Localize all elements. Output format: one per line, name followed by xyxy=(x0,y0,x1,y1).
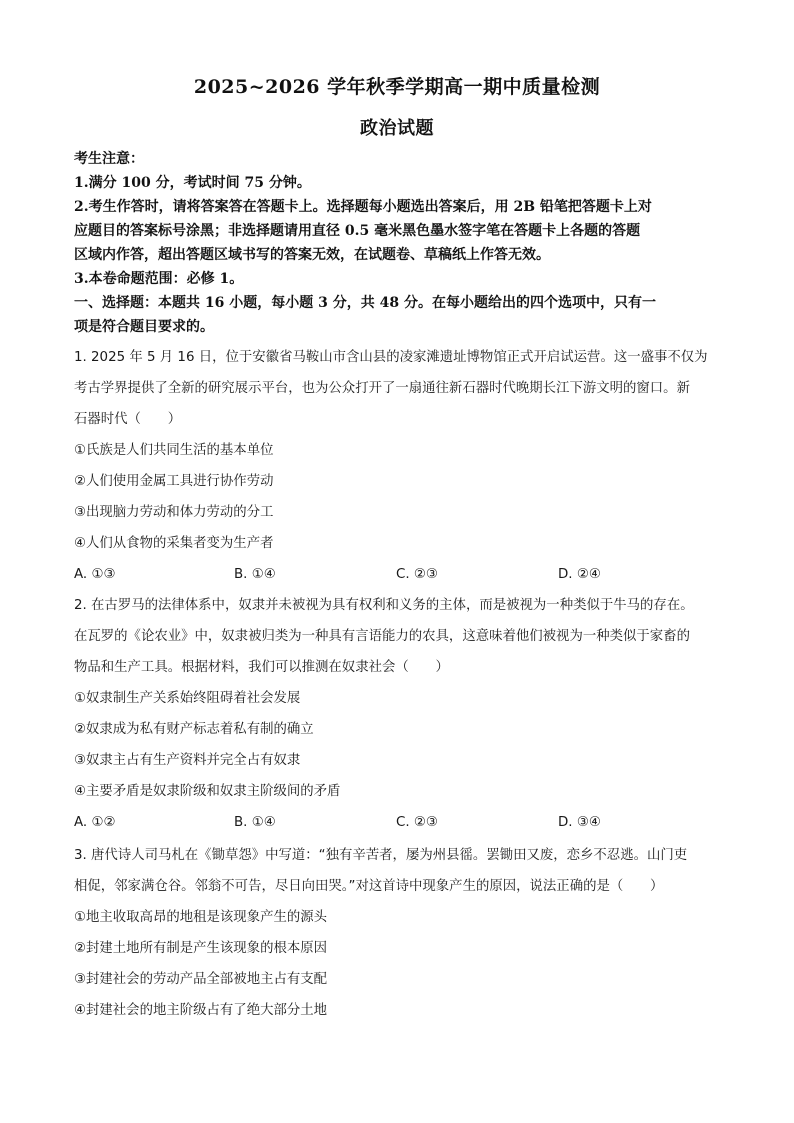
statement-option: ①奴隶制生产关系始终阻碍着社会发展 xyxy=(74,691,301,706)
question-stem xyxy=(74,342,724,435)
question-3 xyxy=(74,840,724,1026)
statement-option: ③出现脑力劳动和体力劳动的分工 xyxy=(74,505,274,520)
notice-item: 区域内作答，超出答题区域书写的答案无效，在试题卷、草稿纸上作答无效。 xyxy=(74,247,550,263)
question-stem xyxy=(74,840,724,902)
statement-option: ②封建土地所有制是产生该现象的根本原因 xyxy=(74,941,328,956)
notice-item: 1.满分 100 分，考试时间 75 分钟。 xyxy=(74,175,311,191)
notice-item: 应题目的答案标号涂黑；非选择题请用直径 0.5 毫米黑色墨水签字笔在答题卡上各题的答题 xyxy=(74,223,641,239)
stem-line: 1. 2025 年 5 月 16 日，位于安徽省马鞍山市含山县的凌家滩遗址博物馆正式开启试运营。这一盛事不仅为 xyxy=(74,350,708,365)
stem-line: 考古学界提供了全新的研究展示平台，也为公众打开了一扇通往新石器时代晚期长江下游文明的窗口。新 xyxy=(74,381,690,396)
statement-option: ④主要矛盾是奴隶阶级和奴隶主阶级间的矛盾 xyxy=(74,784,341,799)
stem-line: 3. 唐代诗人司马札在《锄草怨》中写道：“独有辛苦者，屡为州县徭。罢锄田又废，恋乡不忍逃。山门吏 xyxy=(74,848,688,863)
statement-option: ②人们使用金属工具进行协作劳动 xyxy=(74,474,274,489)
choice-a: A. ①③ xyxy=(74,567,116,582)
question-stem xyxy=(74,590,724,683)
choice-c: C. ②③ xyxy=(396,567,438,582)
choice-a: A. ①② xyxy=(74,815,116,830)
notice-item: 2.考生作答时，请将答案答在答题卡上。选择题每小题选出答案后，用 2B 铅笔把答题卡上对 xyxy=(74,199,652,215)
statement-option: ①氏族是人们共同生活的基本单位 xyxy=(74,443,274,458)
statement-option: ③奴隶主占有生产资料并完全占有奴隶 xyxy=(74,753,301,768)
statement-option: ③封建社会的劳动产品全部被地主占有支配 xyxy=(74,972,328,987)
stem-line: 石器时代（ ） xyxy=(74,412,182,427)
choice-d: D. ②④ xyxy=(558,567,601,582)
statement-option: ①地主收取高昂的地租是该现象产生的源头 xyxy=(74,910,328,925)
exam-subject: 政治试题 xyxy=(360,118,434,139)
stem-line: 相促，邻家满仓谷。邻翁不可告，尽日向田哭。”对这首诗中现象产生的原因，说法正确的是（ ） xyxy=(74,879,664,894)
candidate-notice xyxy=(74,147,724,339)
question-1 xyxy=(74,342,724,590)
stem-line: 2. 在古罗马的法律体系中，奴隶并未被视为具有权利和义务的主体，而是被视为一种类似于牛马的存在。 xyxy=(74,598,694,613)
statement-option: ④人们从食物的采集者变为生产者 xyxy=(74,536,274,551)
notice-item: 3.本卷命题范围：必修 1。 xyxy=(74,271,244,287)
stem-line: 在瓦罗的《论农业》中，奴隶被归类为一种具有言语能力的农具，这意味着他们被视为一种类似于家畜的 xyxy=(74,629,690,644)
answer-choices xyxy=(74,559,724,590)
choice-c: C. ②③ xyxy=(396,815,438,830)
statement-option: ②奴隶成为私有财产标志着私有制的确立 xyxy=(74,722,314,737)
choice-b: B. ①④ xyxy=(234,815,276,830)
question-2 xyxy=(74,590,724,838)
exam-title: 2025~2026 学年秋季学期高一期中质量检测 xyxy=(193,76,601,98)
stem-line: 物品和生产工具。根据材料，我们可以推测在奴隶社会（ ） xyxy=(74,660,449,675)
section-instruction: 项是符合题目要求的。 xyxy=(74,319,214,335)
answer-choices xyxy=(74,807,724,838)
choice-b: B. ①④ xyxy=(234,567,276,582)
statement-option: ④封建社会的地主阶级占有了绝大部分土地 xyxy=(74,1003,328,1018)
section-instruction: 一、选择题：本题共 16 小题，每小题 3 分，共 48 分。在每小题给出的四个选项中，只有一 xyxy=(74,295,656,311)
notice-heading: 考生注意： xyxy=(74,151,144,167)
choice-d: D. ③④ xyxy=(558,815,601,830)
